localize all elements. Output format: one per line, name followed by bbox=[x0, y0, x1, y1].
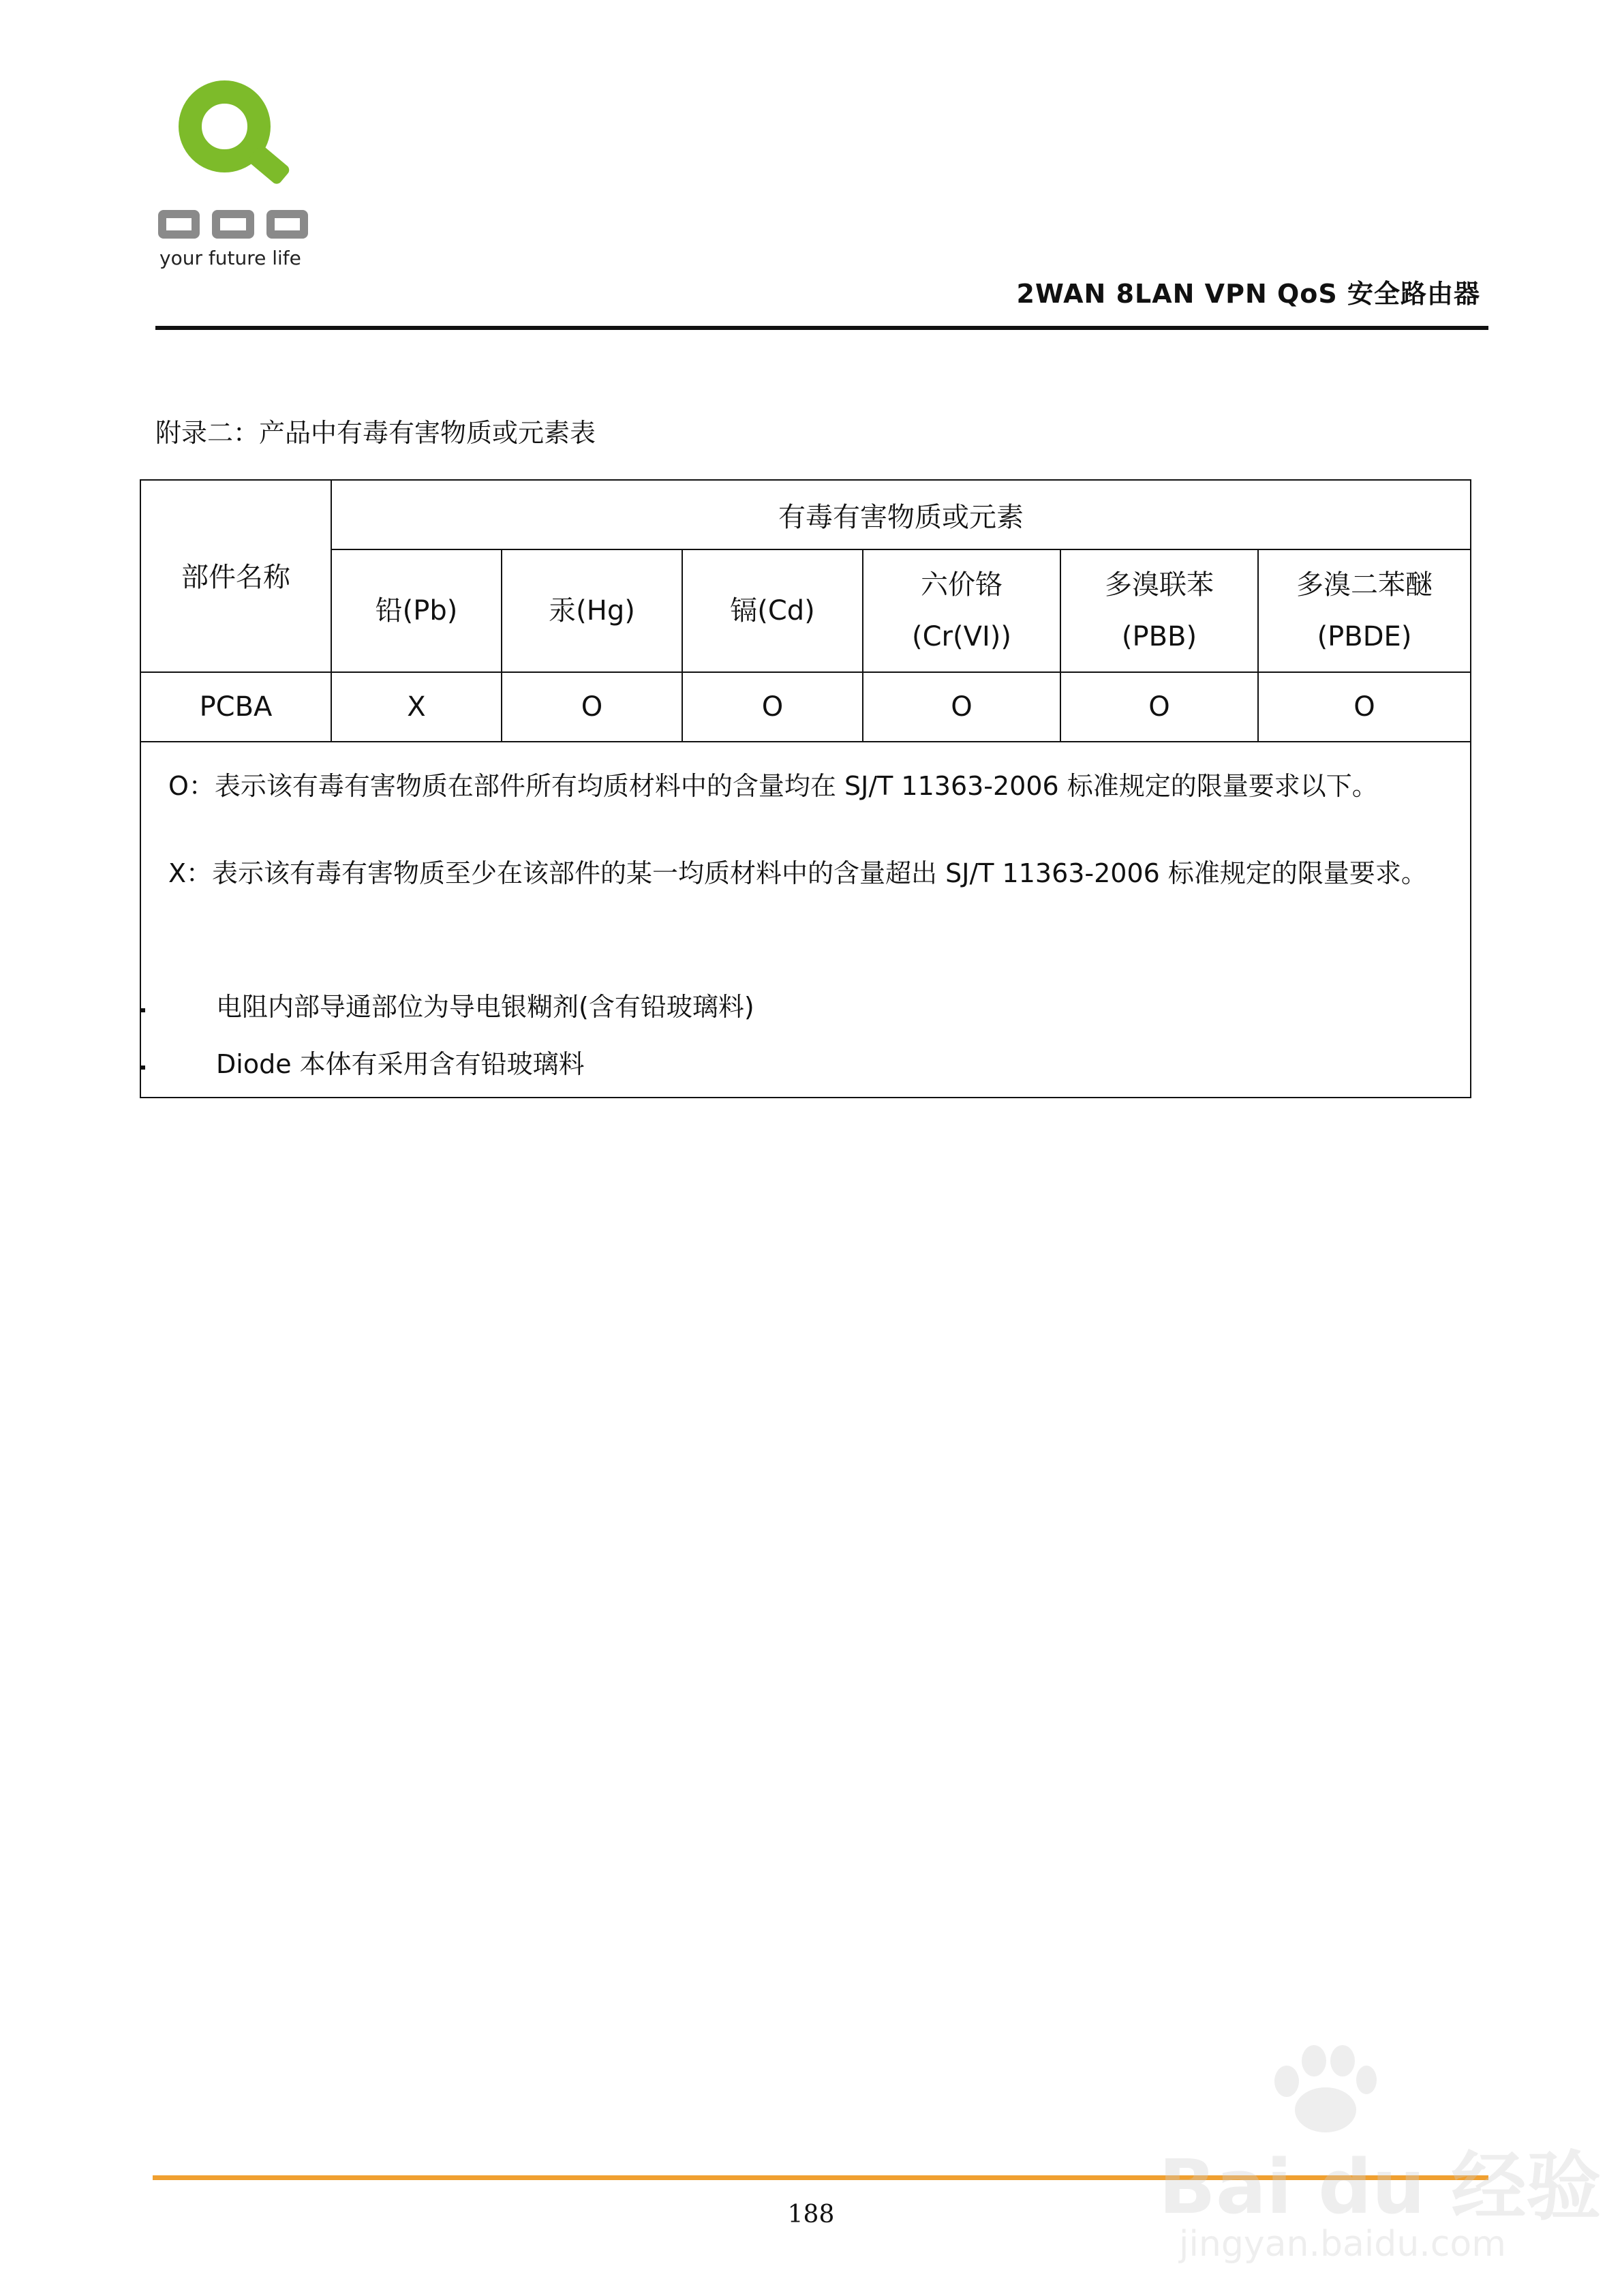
x-legend-note: X：表示该有毒有害物质至少在该部件的某一均质材料中的含量超出 SJ/T 11363-2006 标准规定的限量要求。 bbox=[168, 858, 1427, 888]
table-row bbox=[140, 672, 1471, 742]
part-name-header: 部件名称 bbox=[140, 480, 331, 672]
hazardous-substance-table bbox=[140, 479, 1471, 1098]
value-cell: O bbox=[863, 672, 1060, 742]
value-cell: O bbox=[1258, 672, 1471, 742]
page-number: 188 bbox=[787, 2201, 835, 2229]
column-header-pb: 铅(Pb) bbox=[331, 549, 502, 672]
bullet-dot-icon bbox=[141, 1008, 145, 1012]
bullet-item: Diode 本体有采用含有铅玻璃料 bbox=[216, 1044, 585, 1085]
part-name-cell: PCBA bbox=[140, 672, 331, 742]
value-cell: O bbox=[1060, 672, 1258, 742]
header-divider bbox=[155, 326, 1488, 330]
baidu-watermark bbox=[1159, 2045, 1602, 2291]
paw-icon bbox=[1268, 2045, 1377, 2134]
column-header-cr6: 六价铬 (Cr(VI)) bbox=[863, 549, 1060, 672]
column-header-pbb: 多溴联苯 (PBB) bbox=[1060, 549, 1258, 672]
substance-group-header: 有毒有害物质或元素 bbox=[331, 480, 1471, 549]
q-ring-icon bbox=[179, 80, 271, 172]
bullet-item: 电阻内部导通部位为导电银糊剂(含有铅玻璃料) bbox=[216, 986, 754, 1027]
notes-cell bbox=[140, 742, 1471, 1098]
appendix-caption: 附录二：产品中有毒有害物质或元素表 bbox=[155, 418, 596, 448]
value-cell: O bbox=[682, 672, 863, 742]
value-cell: X bbox=[331, 672, 502, 742]
qno-wordmark bbox=[158, 210, 308, 244]
qno-logo bbox=[158, 80, 315, 278]
column-header-cd: 镉(Cd) bbox=[682, 549, 863, 672]
column-header-hg: 汞(Hg) bbox=[502, 549, 682, 672]
value-cell: O bbox=[502, 672, 682, 742]
watermark-url: jingyan.baidu.com bbox=[1179, 2224, 1506, 2265]
column-header-pbde: 多溴二苯醚 (PBDE) bbox=[1258, 549, 1471, 672]
logo-tagline: your future life bbox=[159, 247, 301, 269]
bullet-dot-icon bbox=[141, 1066, 145, 1070]
watermark-text: Bai du 经验 bbox=[1159, 2143, 1602, 2231]
o-legend-note: O：表示该有毒有害物质在部件所有均质材料中的含量均在 SJ/T 11363-2006 标准规定的限量要求以下。 bbox=[168, 771, 1378, 801]
document-header-title: 2WAN 8LAN VPN QoS 安全路由器 bbox=[1016, 279, 1480, 309]
